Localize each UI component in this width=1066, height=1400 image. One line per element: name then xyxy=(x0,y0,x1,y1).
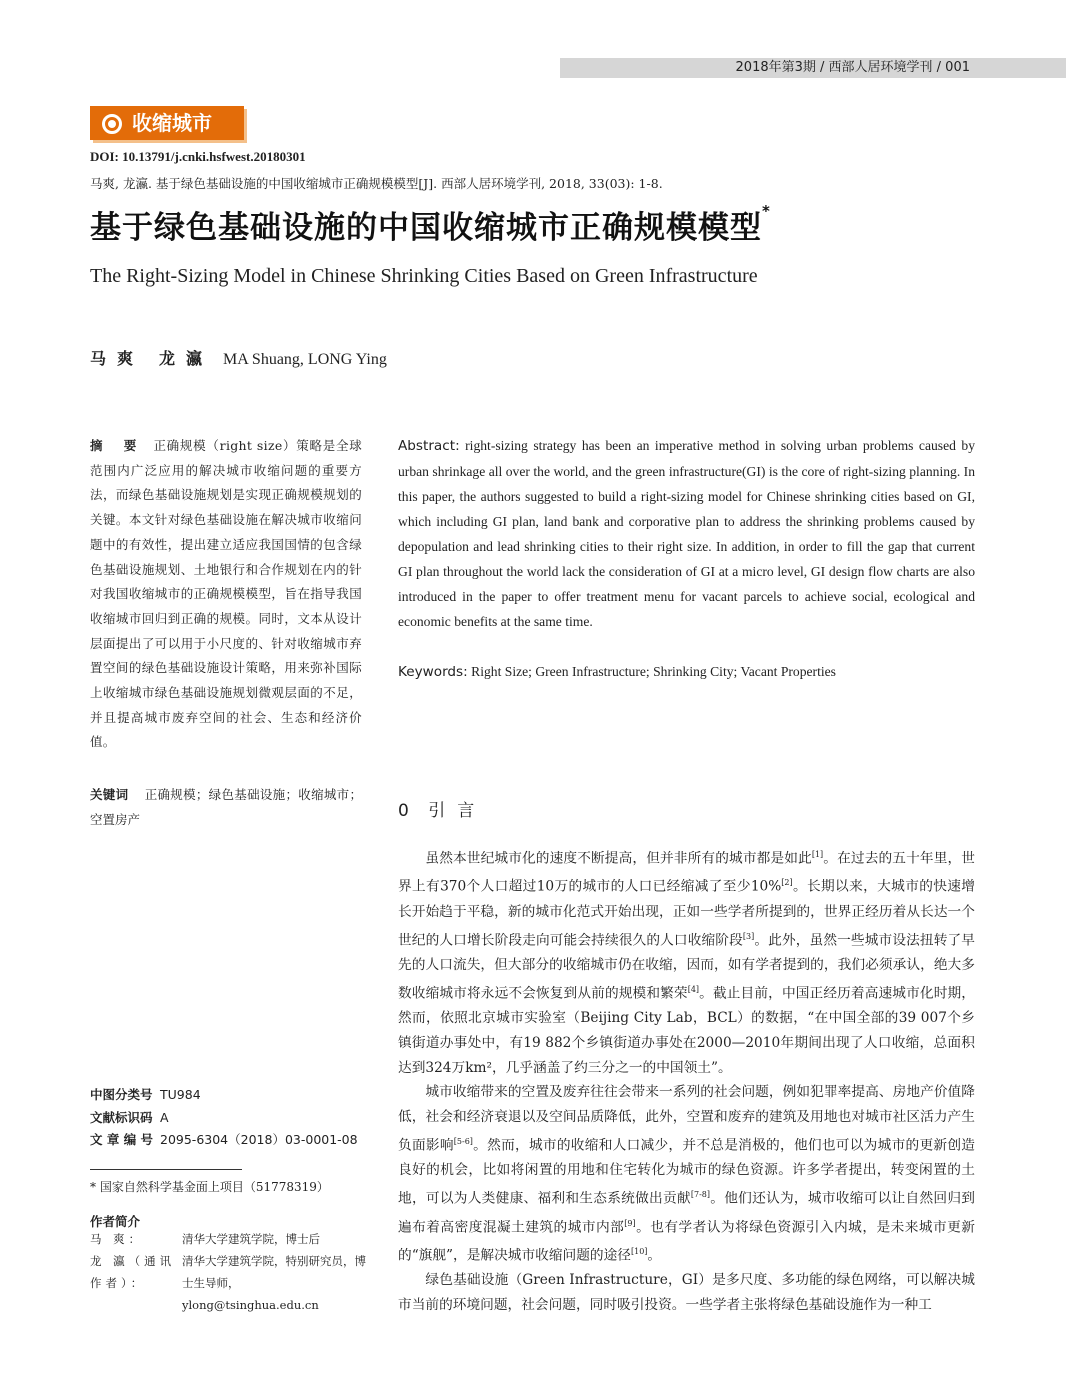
fund-note: * 国家自然科学基金面上项目（51778319） xyxy=(90,1180,329,1194)
classification-key: 文 章 编 号 xyxy=(90,1132,154,1147)
author-info xyxy=(90,1228,370,1316)
footnote-divider xyxy=(90,1169,242,1170)
title-footnote-mark: * xyxy=(762,202,771,220)
citation-ref[interactable]: [3] xyxy=(742,931,755,941)
abstract-en xyxy=(398,433,975,634)
citation-ref[interactable]: [10] xyxy=(631,1246,648,1256)
body-text-run: 。他们还认为，城市收缩可以让自然回归到遍布着高密度混凝土建筑的城市内部 xyxy=(398,1190,975,1236)
abstract-cn-text: 正确规模（right size）策略是全球范围内广泛应用的解决城市收缩问题的重要方法，而绿色基础设施规划是实现正确规模规划的关键。本文针对绿色基础设施在解决城市收缩问题中的有效性，提出建立适应我国国情的包含绿色基础设施规划、土地银行和合作规划在内的针对我国收缩城市的正确规模模型，旨在指导我国收缩城市回归到正确的规模。同时，文本从设计层面提出了可以用于小尺度的、针对收缩城市弃置空间的绿色基础设施设计策略，用来弥补国际上收缩城市绿色基础设施规划微观层面的不足，并且提高城市废弃空间的社会、生态和经济价值。 xyxy=(90,438,363,750)
author-info-heading: 作者简介 xyxy=(90,1214,141,1229)
abstract-en-label: Abstract: xyxy=(398,438,460,454)
citation-ref[interactable]: [1] xyxy=(811,850,824,859)
title-en: The Right-Sizing Model in Chinese Shrinking Cities Based on Green Infrastructure xyxy=(90,265,758,287)
citation-ref[interactable]: [2] xyxy=(781,878,793,888)
keywords-cn-text: 正确规模；绿色基础设施；收缩城市；空置房产 xyxy=(90,787,362,827)
section-heading xyxy=(398,796,486,821)
body-text-run: 。长期以来，大城市的快速增长开始趋于平稳，新的城市化范式开始出现，正如一些学者所提到的，世界正经历着从长达一个世纪的人口增长阶段走向可能会持续很久的人口收缩阶段 xyxy=(398,878,975,949)
classification-info xyxy=(90,1084,358,1152)
abstract-cn xyxy=(90,434,362,755)
body-text-run: 。在过去的五十年里，世界上有370个人口超过10万的城市的人口已经缩减了至少10% xyxy=(398,850,975,895)
citation-ref[interactable]: [7-8] xyxy=(690,1190,710,1200)
author-info-desc: 清华大学建筑学院，博士后 xyxy=(182,1232,320,1246)
body-paragraph xyxy=(398,843,975,1080)
body-text-run: 虽然本世纪城市化的速度不断提高，但并非所有的城市都是如此 xyxy=(425,850,812,867)
keywords-cn-label: 关键词 xyxy=(90,787,129,802)
citation-ref[interactable]: [4] xyxy=(687,984,700,994)
section-number: 0 xyxy=(398,801,409,821)
body-text-run: 。也有学者认为将绿色资源引入内城，是未来城市更新的“旗舰”，是解决城市收缩问题的途径 xyxy=(398,1219,975,1264)
body-text-run: 。此外，虽然一些城市设法扭转了早先的人口流失，但大部分的收缩城市仍在收缩，因而，如有学者提到的，我们必须承认，绝大多数收缩城市将永远不会恢复到从前的规模和繁荣 xyxy=(398,932,975,1002)
abstract-en-text: right-sizing strategy has been an imperative method in solving urban problems caused by urban shrinkage all over the world, and the green infrastructure(GI) is the core of right-sizing planning. In this paper, the authors suggested to build a right-sizing model for Chinese shrinking cities based on GI, which including GI plan, land bank and corporative plan to address the shrinking problems caused by depopulation and lead shrinking cities to their right size. In addition, in order to fill the gap that current GI plan throughout the world lack the consideration of GI at a micro level, GI design flow charts are also introduced in the paper to offer treatment menu for vacant parcels to achieve social, ecological and economic benefits at the same time. xyxy=(398,438,975,629)
classification-key: 文献标识码 xyxy=(90,1109,153,1125)
authors-cn: 马爽 龙瀛 xyxy=(90,351,214,368)
author-info-row xyxy=(90,1228,370,1250)
authors-en: MA Shuang, LONG Ying xyxy=(223,351,387,368)
author-info-name: 马 爽： xyxy=(90,1232,145,1246)
classification-value: A xyxy=(160,1109,169,1125)
keywords-en-label: Keywords: xyxy=(398,664,468,680)
keywords-en xyxy=(398,659,975,685)
authors xyxy=(90,346,387,369)
title-cn-text: 基于绿色基础设施的中国收缩城市正确规模模型 xyxy=(90,210,762,246)
citation-ref[interactable]: [5-6] xyxy=(453,1137,473,1147)
title-cn xyxy=(90,202,771,247)
column-label: 收缩城市 xyxy=(132,111,212,135)
body-paragraph xyxy=(398,1268,975,1318)
body-text xyxy=(398,843,975,1318)
classification-row xyxy=(90,1107,358,1130)
abstract-cn-label: 摘 要 xyxy=(90,438,145,453)
body-text-run: 城市收缩带来的空置及废弃往往会带来一系列的社会问题，例如犯罪率提高、房地产价值降低，社会和经济衰退以及空间品质降低，此外，空置和废弃的建筑及用地也对城市社区活力产生负面影响 xyxy=(398,1084,975,1154)
body-text-run: 。 xyxy=(647,1247,662,1264)
body-text-run: 。截止目前，中国正经历着高速城市化时期，然而，依照北京城市实验室（Beijing City Lab，BCL）的数据，“在中国全部的39 007个乡镇街道办事处中，有19 882个乡镇街道办事处在2000—2010年期间出现了人口收缩，总面积达到324万km²，几乎涵盖了约三分之一的中国领土”。 xyxy=(398,985,975,1076)
classification-row xyxy=(90,1084,358,1107)
running-head: 2018年第3期 / 西部人居环境学刊 / 001 xyxy=(735,60,970,75)
column-tag xyxy=(90,106,244,140)
author-info-desc: 清华大学建筑学院，特别研究员，博士生导师，ylong@tsinghua.edu.cn xyxy=(182,1254,366,1312)
classification-row xyxy=(90,1129,358,1152)
classification-value: TU984 xyxy=(160,1087,201,1102)
body-text-run: 。然而，城市的收缩和人口减少，并不总是消极的，他们也可以为城市的更新创造良好的机会，比如将闲置的用地和住宅转化为城市的绿色资源。许多学者提出，转变闲置的土地，可以为人类健康、福利和生态系统做出贡献 xyxy=(398,1137,975,1207)
section-title: 引言 xyxy=(428,801,487,821)
author-info-row xyxy=(90,1250,370,1316)
body-paragraph xyxy=(398,1080,975,1268)
citation-ref[interactable]: [9] xyxy=(624,1218,636,1228)
doi[interactable]: DOI: 10.13791/j.cnki.hsfwest.20180301 xyxy=(90,149,306,164)
citation: 马爽, 龙瀛. 基于绿色基础设施的中国收缩城市正确规模模型[J]. 西部人居环境学刊, 2018, 33(03): 1-8. xyxy=(90,176,663,191)
body-text-run: 绿色基础设施（Green Infrastructure，GI）是多尺度、多功能的绿色网络，可以解决城市当前的环境问题，社会问题，同时吸引投资。一些学者主张将绿色基础设施作为一种工 xyxy=(398,1272,975,1314)
classification-key: 中图分类号 xyxy=(90,1087,153,1102)
keywords-en-text: Right Size; Green Infrastructure; Shrinking City; Vacant Properties xyxy=(471,664,836,679)
circle-target-icon xyxy=(102,114,122,134)
keywords-cn xyxy=(90,783,362,832)
classification-value: 2095-6304（2018）03-0001-08 xyxy=(160,1132,358,1147)
author-info-name: 龙 瀛（通讯作者）： xyxy=(90,1254,176,1290)
